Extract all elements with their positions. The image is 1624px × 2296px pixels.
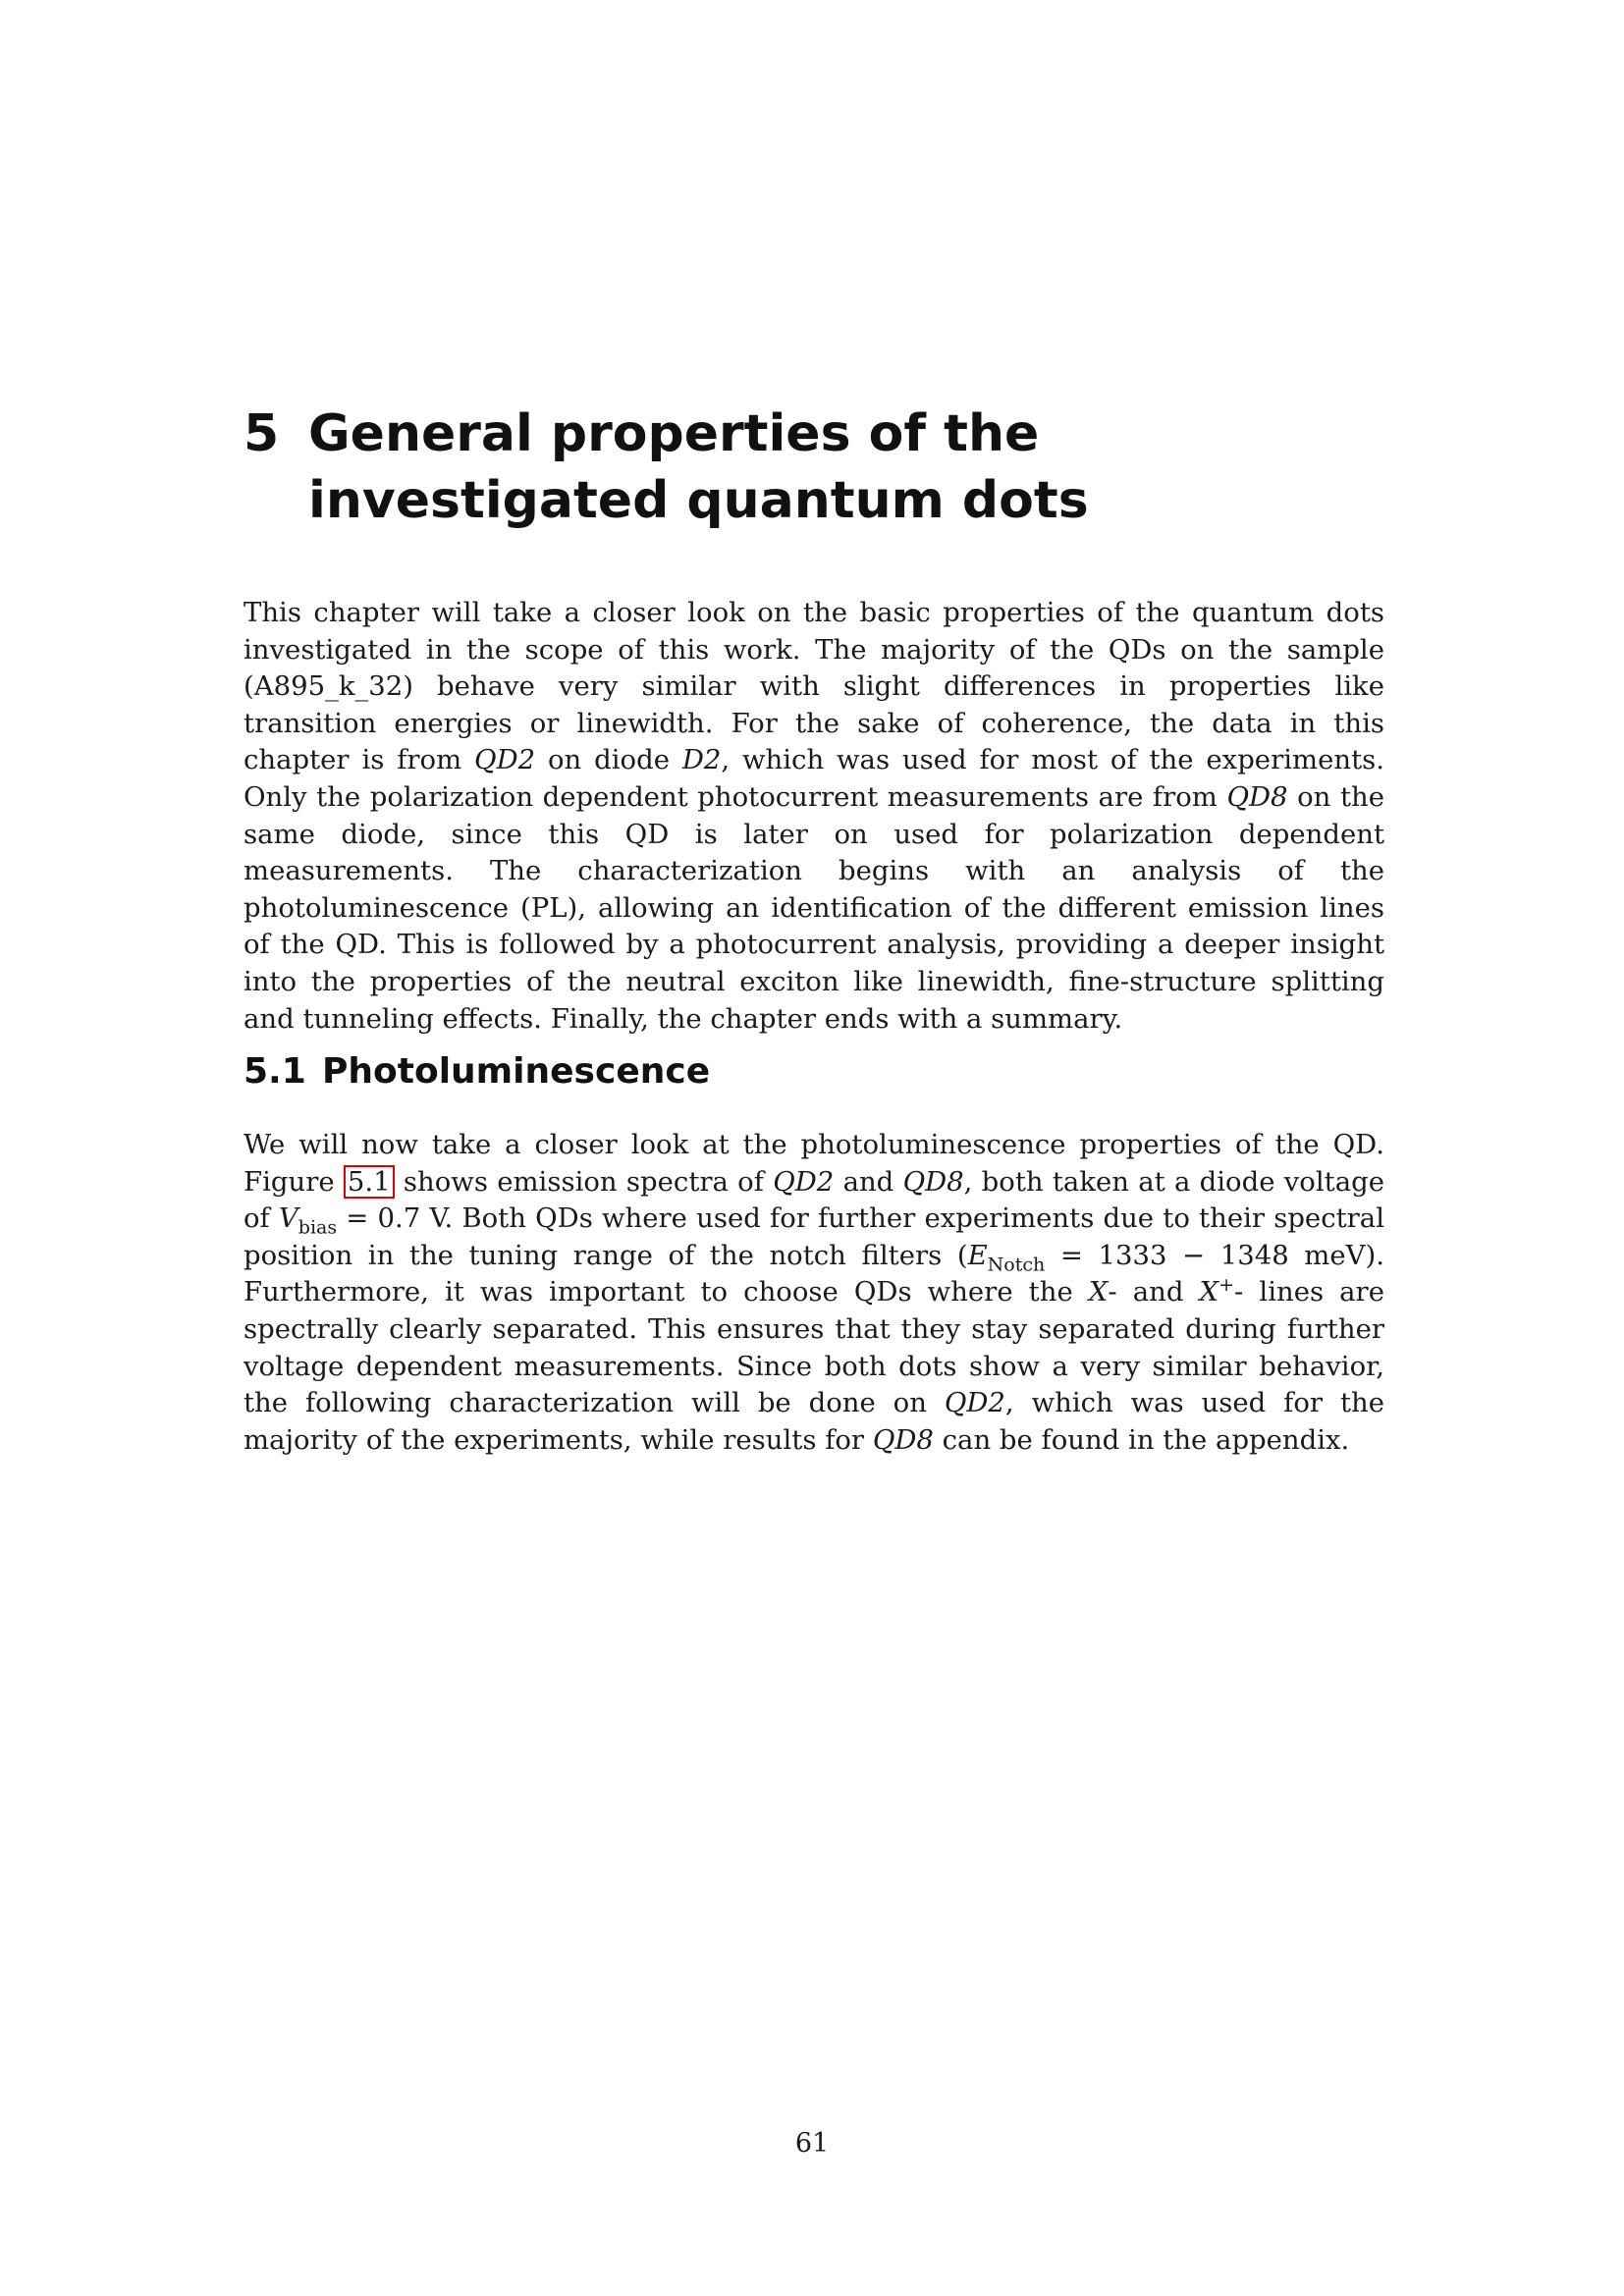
italic-run: QD8 bbox=[1226, 780, 1288, 813]
figure-reference-link[interactable]: 5.1 bbox=[344, 1165, 395, 1199]
text-run: = 0.7 V. Both QDs where used for further experiments due to their spectral position in the tuning range of the notch filters ( bbox=[244, 1202, 1384, 1271]
photoluminescence-paragraph bbox=[244, 1127, 1384, 1459]
text-run: = 1333 − 1348 meV). Furthermore, it was important to choose QDs where the bbox=[244, 1239, 1384, 1308]
math-symbol: X bbox=[1199, 1276, 1219, 1308]
math-symbol: E bbox=[967, 1239, 988, 1271]
text-run: We will now take a closer look at the photoluminescence properties of the QD. Figure bbox=[244, 1129, 1384, 1198]
section-title: Photoluminescence bbox=[322, 1051, 711, 1092]
section-heading bbox=[244, 1048, 710, 1095]
italic-run: QD8 bbox=[872, 1423, 934, 1456]
italic-run: QD8 bbox=[902, 1165, 964, 1198]
math-superscript: + bbox=[1218, 1274, 1235, 1297]
text-run: and bbox=[834, 1165, 903, 1198]
text-run: - lines are spectrally clearly separated. This ensures that they stay separated during further voltage dependent measurements. Since both dots show a very similar behavior, the following characterization will be done on bbox=[244, 1276, 1384, 1419]
chapter-number: 5 bbox=[244, 404, 280, 463]
math-subscript: Notch bbox=[987, 1254, 1046, 1276]
text-run: can be found in the appendix. bbox=[933, 1423, 1350, 1456]
math-symbol: X bbox=[1088, 1276, 1109, 1308]
page-number: 61 bbox=[794, 2128, 830, 2159]
chapter-title: General properties of the investigated quantum dots bbox=[308, 404, 1089, 530]
text-run: on the same diode, since this QD is later on used for polarization dependent measurements. The characterization begins with an analysis of the photoluminescence (PL), allowing an identification of the different emission lines of the QD. This is followed by a photocurrent analysis, providing a deeper insight into the properties of the neutral exciton like linewidth, fine-structure splitting and tunneling effects. Finally, the chapter ends with a summary. bbox=[244, 780, 1384, 1035]
math-symbol: V bbox=[278, 1202, 298, 1235]
text-run: on diode bbox=[535, 744, 682, 776]
section-number: 5.1 bbox=[244, 1051, 306, 1092]
text-run: - and bbox=[1108, 1276, 1200, 1308]
italic-run: QD2 bbox=[944, 1387, 1005, 1419]
text-run: shows emission spectra of bbox=[394, 1165, 774, 1198]
italic-run: QD2 bbox=[474, 744, 536, 776]
text-run: , both taken at a diode voltage of bbox=[244, 1165, 1384, 1235]
text-run: , which was used for most of the experiments. Only the polarization dependent photocurrent measurements are from bbox=[244, 744, 1384, 813]
chapter-heading bbox=[244, 400, 1402, 534]
math-subscript: bias bbox=[298, 1216, 338, 1239]
text-run: , which was used for the majority of the experiments, while results for bbox=[244, 1387, 1385, 1456]
intro-paragraph bbox=[244, 595, 1384, 1038]
italic-run: QD2 bbox=[773, 1165, 835, 1198]
text-run: This chapter will take a closer look on the basic properties of the quantum dots investigated in the scope of this work. The majority of the QDs on the sample (A895_k_32) behave very similar with slight differences in properties like transition energies or linewidth. For the sake of coherence, the data in this chapter is from bbox=[244, 597, 1384, 776]
italic-run: D2 bbox=[681, 744, 722, 776]
